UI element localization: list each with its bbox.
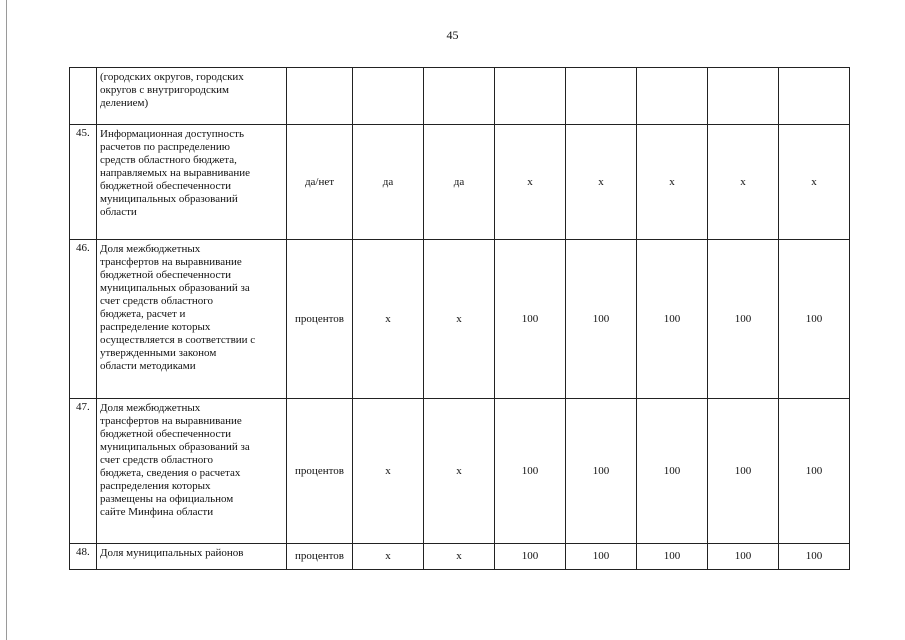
value-cell: х [424, 399, 495, 544]
page-number: 45 [446, 28, 459, 42]
value-cell: 100 [566, 399, 637, 544]
indicator-name: (городских округов, городских округов с внутригородским делением) [97, 68, 287, 125]
value-cell: х [353, 399, 424, 544]
value-cell: 100 [495, 399, 566, 544]
value-cell: 100 [779, 544, 850, 570]
indicator-name: Информационная доступность расчетов по распределению средств областного бюджета, направляемых на выравнивание бюджетной обеспеченности муниципальных образований области [97, 125, 287, 240]
value-cell: да [424, 125, 495, 240]
table-row [70, 544, 850, 570]
unit-cell: да/нет [287, 125, 353, 240]
row-number: 45. [70, 125, 97, 240]
value-cell: 100 [637, 240, 708, 399]
value-cell: 100 [495, 544, 566, 570]
table-row [70, 68, 850, 125]
value-cell: х [637, 125, 708, 240]
value-cell: 100 [779, 399, 850, 544]
value-cell: 100 [495, 240, 566, 399]
value-cell: х [424, 544, 495, 570]
indicator-name: Доля межбюджетных трансфертов на выравнивание бюджетной обеспеченности муниципальных образований за счет средств областного бюджета, сведения о расчетах распределения которых размещены на официальном сайте Минфина области [97, 399, 287, 544]
value-cell [637, 68, 708, 125]
value-cell: 100 [708, 240, 779, 399]
unit-cell: процентов [287, 399, 353, 544]
value-cell: х [353, 240, 424, 399]
table-row [70, 125, 850, 240]
indicators-table [69, 67, 850, 570]
value-cell: 100 [779, 240, 850, 399]
value-cell: 100 [708, 544, 779, 570]
value-cell: х [495, 125, 566, 240]
unit-cell [287, 68, 353, 125]
value-cell: да [353, 125, 424, 240]
indicator-name: Доля межбюджетных трансфертов на выравнивание бюджетной обеспеченности муниципальных образований за счет средств областного бюджета, расчет и распределение которых осуществляется в соответствии с утвержденными законом области методиками [97, 240, 287, 399]
value-cell [566, 68, 637, 125]
value-cell: 100 [566, 240, 637, 399]
value-cell: 100 [708, 399, 779, 544]
row-number: 47. [70, 399, 97, 544]
value-cell [424, 68, 495, 125]
table-row [70, 399, 850, 544]
value-cell: х [708, 125, 779, 240]
value-cell [495, 68, 566, 125]
value-cell: х [353, 544, 424, 570]
value-cell [708, 68, 779, 125]
value-cell [353, 68, 424, 125]
indicator-name: Доля муниципальных районов [97, 544, 287, 570]
unit-cell: процентов [287, 240, 353, 399]
value-cell: 100 [566, 544, 637, 570]
value-cell: х [424, 240, 495, 399]
value-cell: х [779, 125, 850, 240]
page-left-edge [6, 0, 7, 640]
value-cell [779, 68, 850, 125]
row-number: 46. [70, 240, 97, 399]
value-cell: 100 [637, 544, 708, 570]
value-cell: х [566, 125, 637, 240]
value-cell: 100 [637, 399, 708, 544]
row-number: 48. [70, 544, 97, 570]
table-row [70, 240, 850, 399]
row-number [70, 68, 97, 125]
unit-cell: процентов [287, 544, 353, 570]
